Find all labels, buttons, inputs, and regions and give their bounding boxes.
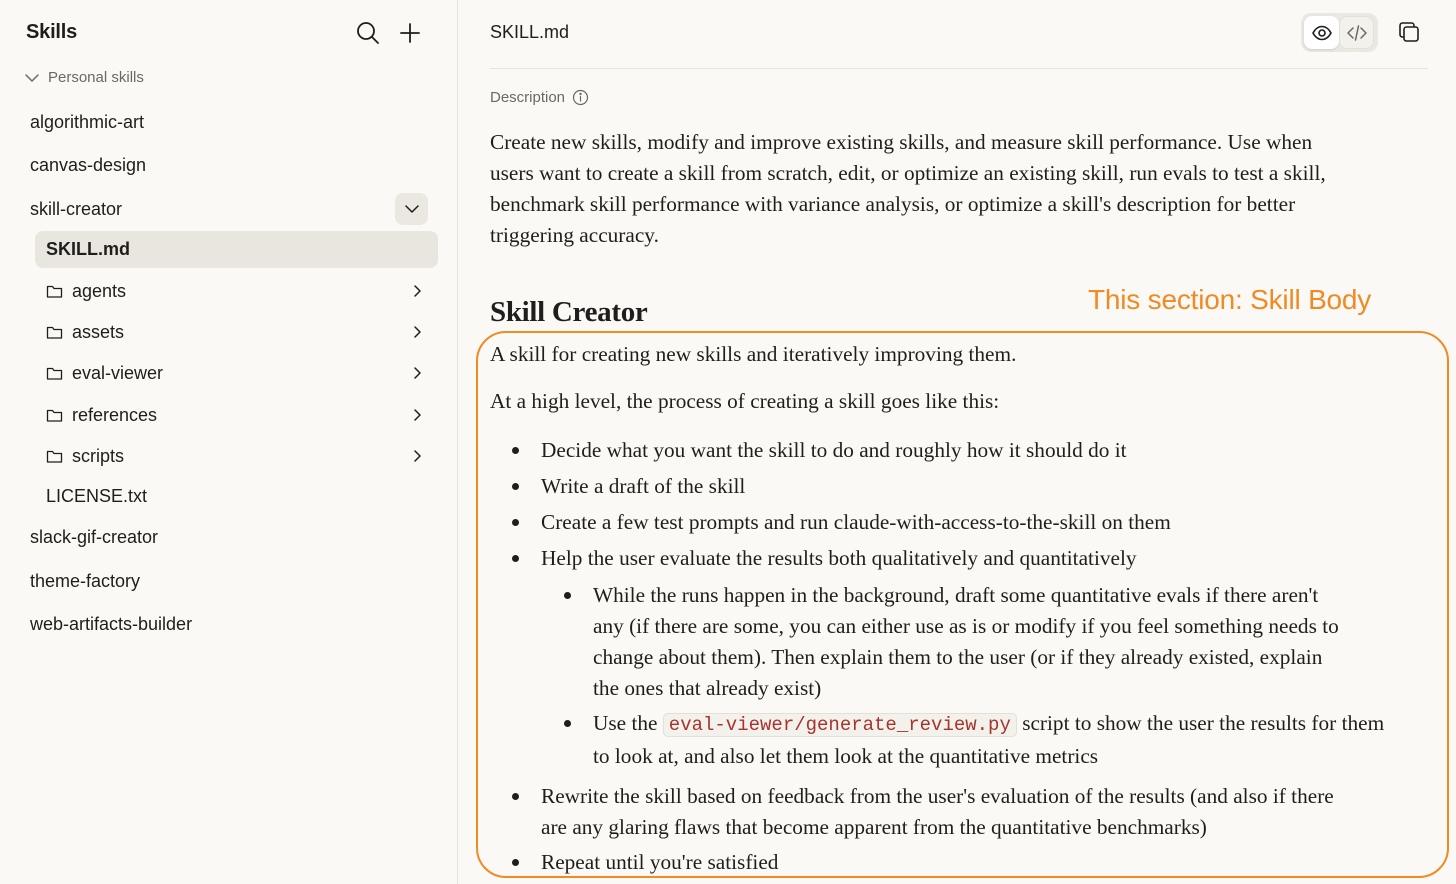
description-line: users want to create a skill from scratch, edit, or optimize an existing skill, run evals to test a skill, — [490, 161, 1326, 185]
description-label-text: Description — [490, 89, 566, 106]
text-line: change about them). Then explain them to the user (or if they already existed, explain — [593, 645, 1323, 669]
text-line: the ones that already exist) — [593, 676, 822, 700]
description-line: triggering accuracy. — [490, 223, 659, 247]
sidebar-item-skill-md[interactable] — [35, 231, 438, 268]
text-line: are any glaring flaws that become apparent from the quantitative benchmarks) — [541, 815, 1207, 839]
search-icon[interactable] — [355, 20, 381, 46]
folder-scripts[interactable] — [46, 444, 431, 468]
description-text — [490, 127, 1430, 251]
sidebar-item-skill-creator[interactable]: skill-creator — [30, 199, 123, 219]
process-intro-paragraph: At a high level, the process of creating a skill goes like this: — [490, 389, 1000, 413]
chevron-right-icon — [409, 365, 425, 381]
description-line: Create new skills, modify and improve existing skills, and measure skill performance. Use when — [490, 130, 1313, 154]
chevron-right-icon — [409, 283, 425, 299]
list-item-text: Repeat until you're satisfied — [541, 850, 779, 874]
text-fragment: script to show the user the results for them — [1022, 711, 1385, 735]
selected-file-label: SKILL.md — [46, 239, 130, 259]
folder-label: agents — [72, 280, 127, 301]
copy-button[interactable] — [1397, 20, 1421, 44]
sidebar-item-slack-gif-creator[interactable]: slack-gif-creator — [30, 527, 159, 547]
folder-label: assets — [72, 321, 125, 342]
folder-eval-viewer[interactable] — [46, 361, 431, 385]
list-item-text: Create a few test prompts and run claude-with-access-to-the-skill on them — [541, 510, 1171, 534]
file-title: SKILL.md — [490, 22, 570, 42]
list-item-text — [541, 781, 1334, 843]
sidebar-title: Skills — [26, 21, 78, 43]
text-line — [593, 708, 1384, 741]
folder-label: eval-viewer — [72, 362, 164, 383]
folder-icon — [46, 283, 63, 300]
sidebar — [0, 0, 458, 884]
folder-icon — [46, 448, 63, 465]
skill-heading: Skill Creator — [490, 296, 648, 328]
inline-code: eval-viewer/generate_review.py — [663, 713, 1017, 737]
folder-icon — [46, 407, 63, 424]
chevron-right-icon — [409, 324, 425, 340]
folder-references[interactable] — [46, 403, 431, 427]
sidebar-item-web-artifacts-builder[interactable]: web-artifacts-builder — [30, 614, 193, 634]
copy-icon — [1397, 20, 1421, 44]
view-mode-toggle[interactable] — [1301, 13, 1378, 52]
preview-mode-button[interactable] — [1304, 16, 1339, 49]
section-label: Personal skills — [48, 69, 144, 86]
folder-label: references — [72, 404, 158, 425]
chevron-down-icon — [403, 200, 421, 218]
text-fragment: Use the — [593, 711, 658, 735]
list-item-text: Help the user evaluate the results both qualitatively and quantitatively — [541, 546, 1137, 570]
sidebar-item-algorithmic-art[interactable]: algorithmic-art — [30, 112, 145, 132]
annotation-label: This section: Skill Body — [1088, 284, 1372, 315]
description-line: benchmark skill performance with variance analysis, or optimize a skill's description for better — [490, 192, 1296, 216]
text-line: While the runs happen in the background, draft some quantitative evals if there aren't — [593, 583, 1319, 607]
info-icon[interactable] — [572, 89, 589, 106]
code-icon — [1346, 22, 1368, 44]
chevron-right-icon — [409, 407, 425, 423]
folder-icon — [46, 365, 63, 382]
text-line: Rewrite the skill based on feedback from the user's evaluation of the results (and also if there — [541, 784, 1334, 808]
text-line: to look at, and also let them look at the quantitative metrics — [593, 744, 1099, 768]
folder-icon — [46, 324, 63, 341]
sidebar-item-canvas-design[interactable]: canvas-design — [30, 155, 147, 175]
folder-label: scripts — [72, 445, 125, 466]
folder-agents[interactable] — [46, 279, 431, 303]
header-divider — [490, 68, 1428, 69]
text-line: any (if there are some, you can either use as is or modify if you feel something needs to — [593, 614, 1339, 638]
personal-skills-section[interactable] — [24, 69, 144, 86]
list-item-text: Write a draft of the skill — [541, 474, 746, 498]
list-item-text: Decide what you want the skill to do and roughly how it should do it — [541, 438, 1127, 462]
sub-list-item-text — [593, 580, 1339, 704]
eye-icon — [1311, 22, 1333, 44]
code-mode-button[interactable] — [1339, 16, 1374, 49]
sidebar-item-license[interactable]: LICENSE.txt — [46, 486, 148, 506]
intro-paragraph: A skill for creating new skills and iteratively improving them. — [490, 342, 1017, 366]
chevron-down-icon — [24, 70, 40, 86]
description-label — [490, 89, 589, 106]
plus-icon[interactable] — [397, 20, 423, 46]
sidebar-item-theme-factory[interactable]: theme-factory — [30, 571, 141, 591]
sub-list-item-text — [593, 708, 1384, 772]
folder-assets[interactable] — [46, 320, 431, 344]
main-panel — [459, 0, 1456, 884]
collapse-skill-creator-button[interactable] — [395, 193, 428, 225]
chevron-right-icon — [409, 448, 425, 464]
